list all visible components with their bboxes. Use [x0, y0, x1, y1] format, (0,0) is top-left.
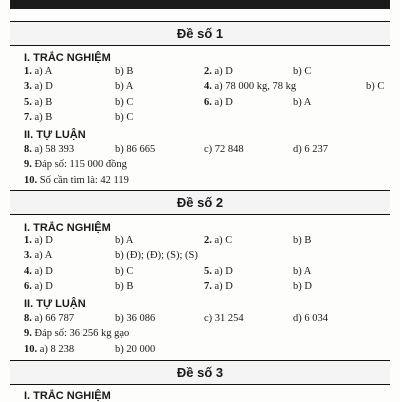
section-title-de-2: Đề số 2 — [10, 190, 390, 215]
answer-text: d) 6 034 — [293, 313, 328, 324]
answer-text: b) 20 000 — [115, 343, 156, 355]
answer-cell — [24, 143, 74, 157]
answer-cell — [24, 249, 52, 263]
answer-cell — [24, 158, 127, 172]
section-title-de-3: Đề số 3 — [10, 360, 390, 385]
answer-cell — [293, 265, 311, 279]
answer-text: b) B — [293, 235, 312, 246]
answer-text: a) 58 393 — [31, 144, 75, 155]
question-number: 7. — [204, 280, 212, 292]
answer-cell — [293, 280, 312, 294]
answer-text: a) D — [31, 235, 53, 246]
answer-text: b) C — [366, 81, 385, 93]
answer-cell — [115, 111, 133, 125]
answer-cell — [293, 96, 311, 110]
answer-cell — [115, 265, 133, 279]
answer-row — [0, 327, 400, 341]
question-number: 4. — [204, 81, 212, 93]
answer-text: b) C — [115, 265, 134, 277]
answer-text: b) C — [115, 96, 134, 108]
answer-text: a) D — [31, 265, 53, 277]
answer-cell — [204, 143, 244, 157]
answer-row — [0, 158, 400, 172]
answer-cell — [115, 280, 133, 294]
heading-tu-luan-2: II. TỰ LUẬN — [24, 298, 86, 310]
answer-cell — [24, 234, 53, 248]
question-number: 1. — [24, 66, 32, 77]
answer-row — [0, 234, 400, 248]
question-number: 4. — [24, 265, 32, 277]
answer-text: b) C — [293, 66, 312, 77]
answer-text: Đáp số: 36 256 kg gạo — [31, 328, 130, 340]
answer-text: a) C — [211, 235, 233, 246]
answer-row — [0, 280, 400, 294]
question-number: 2. — [204, 66, 212, 77]
answer-text: b) A — [115, 81, 134, 93]
answer-cell — [115, 343, 155, 357]
answer-cell — [115, 96, 133, 110]
question-number: 10. — [24, 174, 38, 186]
answer-row — [0, 65, 400, 79]
question-number: 8. — [24, 144, 32, 155]
answer-text: c) 72 848 — [204, 144, 244, 155]
heading-tu-luan-1: II. TỰ LUẬN — [24, 129, 86, 141]
question-number: 7. — [24, 111, 32, 123]
question-number: 10. — [24, 343, 38, 355]
answer-cell — [293, 143, 328, 157]
answer-cell — [24, 312, 74, 326]
answer-text: b) A — [293, 96, 312, 108]
answer-row — [0, 80, 400, 94]
answer-cell — [24, 280, 53, 294]
answer-text: a) D — [211, 96, 233, 108]
answer-text: b) B — [115, 66, 134, 77]
answer-row — [0, 312, 400, 326]
answer-text: a) D — [211, 280, 233, 292]
answer-text: b) (Đ); (Đ); (S); (S) — [115, 250, 198, 262]
answer-cell — [115, 312, 155, 326]
top-bar — [10, 0, 390, 9]
heading-trac-nghiem-3: I. TRẮC NGHIỆM — [24, 390, 111, 402]
answer-text: b) 86 665 — [115, 144, 156, 155]
answer-text: Số cần tìm là: 42 119 — [37, 174, 129, 186]
answer-cell — [293, 234, 311, 248]
answer-cell — [24, 80, 53, 94]
answer-cell — [293, 312, 328, 326]
answer-cell — [115, 80, 133, 94]
answer-row — [0, 265, 400, 279]
answer-cell — [204, 265, 233, 279]
answer-row — [0, 174, 400, 188]
answer-cell — [115, 65, 133, 79]
answer-cell — [24, 343, 74, 357]
answer-cell — [204, 280, 233, 294]
answer-text: b) A — [115, 235, 134, 246]
answer-row — [0, 96, 400, 110]
section-title-de-1: Đề số 1 — [10, 21, 390, 46]
question-number: 5. — [204, 265, 212, 277]
question-number: 9. — [24, 159, 32, 171]
answer-row — [0, 111, 400, 125]
answer-cell — [204, 80, 296, 94]
answer-cell — [115, 234, 133, 248]
answer-cell — [24, 327, 129, 341]
answer-text: a) B — [31, 111, 53, 123]
answer-cell — [24, 111, 52, 125]
answer-cell — [115, 143, 155, 157]
heading-trac-nghiem-1: I. TRẮC NGHIỆM — [24, 52, 111, 64]
answer-text: b) A — [293, 265, 312, 277]
answer-text: a) 66 787 — [31, 313, 75, 324]
answer-text: b) C — [115, 111, 134, 123]
question-number: 9. — [24, 328, 32, 340]
question-number: 3. — [24, 250, 32, 262]
answer-text: a) D — [211, 265, 233, 277]
answer-cell — [24, 96, 52, 110]
answer-text: a) D — [31, 81, 53, 93]
answer-row — [0, 143, 400, 157]
question-number: 1. — [24, 235, 32, 246]
answer-cell — [24, 65, 52, 79]
answer-cell — [204, 234, 232, 248]
answer-cell — [204, 65, 233, 79]
answer-text: a) A — [31, 66, 53, 77]
heading-trac-nghiem-2: I. TRẮC NGHIỆM — [24, 222, 111, 234]
answer-cell — [24, 174, 129, 188]
answer-text: a) D — [31, 280, 53, 292]
answer-text: b) D — [293, 280, 312, 292]
answer-text: c) 31 254 — [204, 313, 244, 324]
answer-row — [0, 343, 400, 357]
answer-text: a) A — [31, 250, 53, 262]
answer-cell — [115, 249, 198, 263]
answer-cell — [204, 312, 244, 326]
answer-cell — [24, 265, 53, 279]
answer-row — [0, 249, 400, 263]
question-number: 3. — [24, 81, 32, 93]
answer-text: b) 36 086 — [115, 313, 156, 324]
answer-text: a) D — [211, 66, 233, 77]
answer-text: b) B — [115, 280, 134, 292]
question-number: 5. — [24, 96, 32, 108]
answer-cell — [293, 65, 311, 79]
answer-text: a) 78 000 kg, 78 kg — [211, 81, 297, 93]
question-number: 2. — [204, 235, 212, 246]
answer-text: a) 8 238 — [37, 343, 75, 355]
answer-text: a) B — [31, 96, 53, 108]
answer-text: d) 6 237 — [293, 144, 328, 155]
answer-text: Đáp số: 115 000 đồng — [31, 159, 127, 171]
answer-cell — [204, 96, 233, 110]
answer-cell — [366, 80, 384, 94]
question-number: 8. — [24, 313, 32, 324]
question-number: 6. — [24, 280, 32, 292]
question-number: 6. — [204, 96, 212, 108]
